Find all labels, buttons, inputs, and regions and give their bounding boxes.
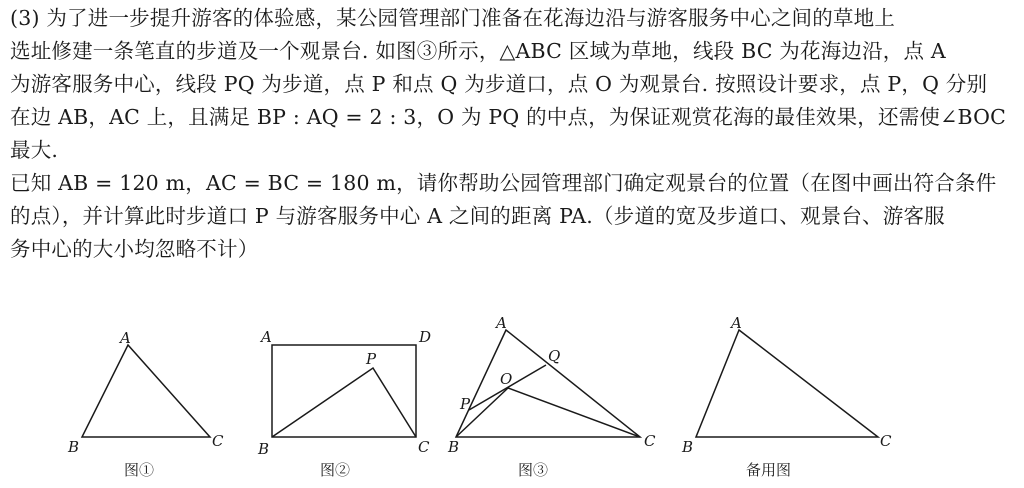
triangle-abc bbox=[696, 330, 878, 437]
label-a: A bbox=[496, 314, 507, 332]
figure-caption: 图③ bbox=[518, 461, 549, 479]
figure-caption: 图① bbox=[124, 461, 155, 479]
rectangle-abcd bbox=[272, 345, 416, 437]
label-c: C bbox=[880, 432, 892, 450]
figure-caption: 图② bbox=[320, 461, 351, 479]
label-a: A bbox=[261, 328, 272, 346]
label-p: P bbox=[366, 350, 377, 368]
text-line: 最大. bbox=[10, 138, 59, 162]
text-line: 选址修建一条笔直的步道及一个观景台. 如图③所示，△ABC 区域为草地，线段 BC 为花海边沿，点 A bbox=[10, 39, 946, 63]
segment-oc bbox=[508, 388, 640, 437]
text-line: (3) 为了进一步提升游客的体验感，某公园管理部门准备在花海边沿与游客服务中心之间的草地上 bbox=[10, 6, 896, 30]
path-bpc bbox=[272, 368, 416, 437]
figure-4 bbox=[681, 314, 892, 479]
label-c: C bbox=[418, 438, 430, 456]
figure-2 bbox=[257, 328, 431, 479]
figure-3 bbox=[447, 314, 656, 479]
text-line: 的点），并计算此时步道口 P 与游客服务中心 A 之间的距离 PA.（步道的宽及步道口、观景台、游客服 bbox=[10, 204, 945, 228]
text-line: 为游客服务中心，线段 PQ 为步道，点 P 和点 Q 为步道口，点 O 为观景台. 按照设计要求，点 P，Q 分别 bbox=[10, 72, 988, 96]
label-b: B bbox=[68, 438, 80, 456]
figure-1 bbox=[67, 329, 224, 479]
text-line: 已知 AB = 120 m，AC = BC = 180 m，请你帮助公园管理部门确定观景台的位置（在图中画出符合条件 bbox=[10, 171, 997, 195]
label-q: Q bbox=[548, 347, 561, 365]
label-b: B bbox=[258, 440, 270, 458]
label-b: B bbox=[448, 438, 460, 456]
label-o: O bbox=[500, 370, 513, 388]
label-c: C bbox=[644, 432, 656, 450]
triangle-abc bbox=[82, 345, 210, 437]
label-a: A bbox=[731, 314, 742, 332]
label-c: C bbox=[212, 432, 224, 450]
label-p: P bbox=[460, 395, 471, 413]
label-a: A bbox=[120, 329, 131, 347]
figure-caption: 备用图 bbox=[746, 461, 792, 479]
text-line: 在边 AB，AC 上，且满足 BP : AQ = 2 : 3，O 为 PQ 的中点，为保证观赏花海的最佳效果，还需使∠BOC bbox=[10, 105, 1007, 129]
label-b: B bbox=[682, 438, 694, 456]
text-line: 务中心的大小均忽略不计） bbox=[10, 237, 259, 261]
label-d: D bbox=[419, 328, 432, 346]
